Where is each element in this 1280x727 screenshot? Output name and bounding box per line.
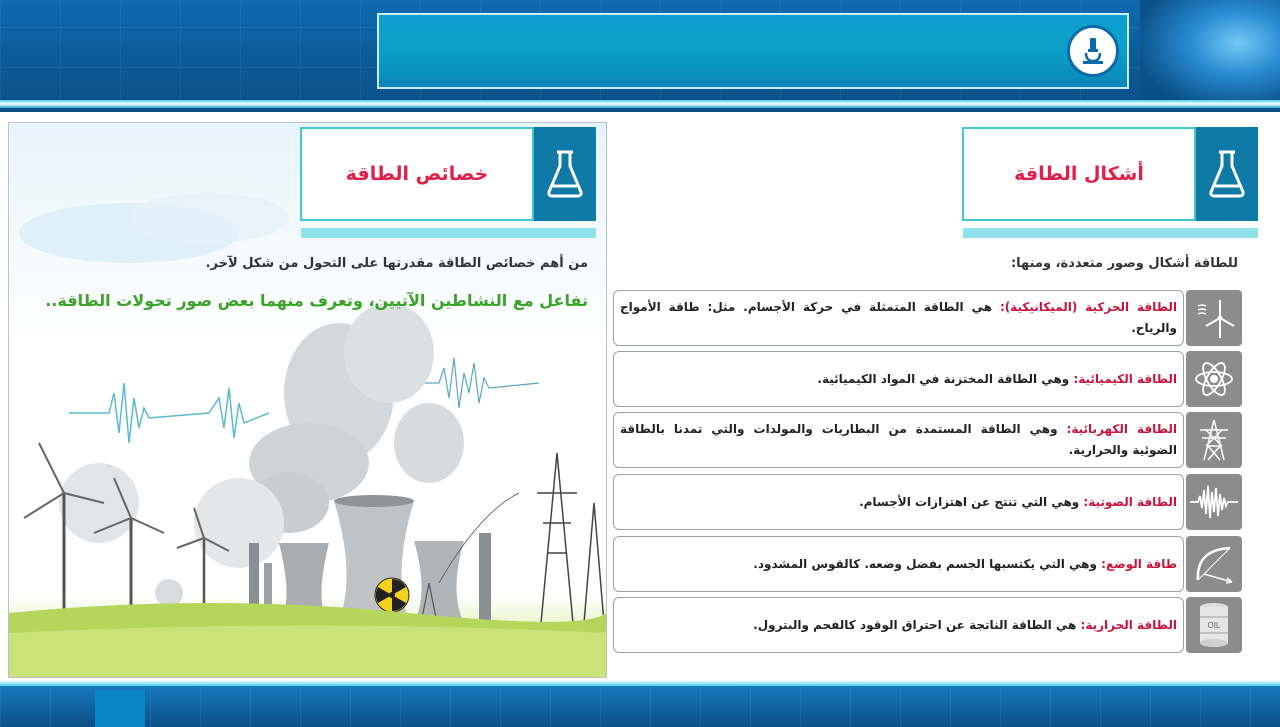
barrel-label: OIL xyxy=(1207,621,1221,630)
energy-description xyxy=(613,290,1184,346)
forms-title-box xyxy=(962,127,1258,221)
oil-barrel-icon xyxy=(1186,597,1242,653)
footer-stripe xyxy=(0,680,1280,686)
sound-wave-icon xyxy=(1186,474,1242,530)
energy-description xyxy=(613,412,1184,468)
energy-term: طاقة الوضع: xyxy=(1101,556,1177,571)
energy-term: الطاقة الكهربائية: xyxy=(1066,422,1177,436)
properties-intro: من أهم خصائص الطاقة مقدرتها على التحول من شكل لآخر. xyxy=(205,256,588,271)
page-title-box xyxy=(377,13,1129,89)
energy-row-kinetic xyxy=(613,290,1242,346)
header-stripe xyxy=(0,100,1280,108)
energy-text: هي الطاقة المتمثلة في حركة الأجسام. مثل: طاقة الأمواج والرياح. xyxy=(620,300,1177,335)
energy-text: وهي الطاقة المستمدة من البطاريات والمولدات والتي تمدنا بالطاقة الضوئية والحرارية. xyxy=(620,422,1177,457)
energy-text: هي الطاقة الناتجة عن احتراق الوقود كالفحم والبترول. xyxy=(753,617,1081,632)
energy-description xyxy=(613,351,1184,407)
forms-intro: للطاقة أشكال وصور متعددة، ومنها: xyxy=(1010,256,1238,271)
energy-description xyxy=(613,536,1184,592)
energy-text: وهي الطاقة المختزنة في المواد الكيميائية. xyxy=(817,371,1074,386)
wind-turbine-icon xyxy=(1186,290,1242,346)
energy-row-electric xyxy=(613,412,1242,468)
footer-banner xyxy=(0,680,1280,727)
footer-accent xyxy=(95,690,145,727)
properties-title-box xyxy=(300,127,596,221)
energy-description xyxy=(613,597,1184,653)
energy-term: الطاقة الحركية (الميكانيكية): xyxy=(999,300,1177,314)
forms-title: أشكال الطاقة xyxy=(962,127,1196,221)
energy-row-thermal xyxy=(613,597,1242,653)
microscope-icon[interactable] xyxy=(1067,25,1119,77)
forms-title-bar xyxy=(963,228,1258,238)
energy-row-chemical xyxy=(613,351,1242,407)
energy-row-sound xyxy=(613,474,1242,530)
bow-icon xyxy=(1186,536,1242,592)
flask-icon xyxy=(1196,127,1258,221)
properties-title-bar xyxy=(301,228,596,238)
energy-text: وهي التي يكتسبها الجسم بفضل وضعه. كالقوس المشدود. xyxy=(753,556,1102,571)
energy-text: وهي التي تنتج عن اهتزازات الأجسام. xyxy=(859,494,1084,509)
energy-description xyxy=(613,474,1184,530)
brain-graphic xyxy=(1140,0,1280,108)
activity-prompt: تفاعل مع النشاطين الآتيين، وتعرف منهما بعض صور تحولات الطاقة.. xyxy=(45,291,588,310)
properties-panel xyxy=(8,122,607,678)
energy-row-potential xyxy=(613,536,1242,592)
properties-title: خصائص الطاقة xyxy=(300,127,534,221)
energy-term: الطاقة الكيميائية: xyxy=(1073,371,1177,386)
power-tower-icon xyxy=(1186,412,1242,468)
energy-term: الطاقة الحرارية: xyxy=(1080,617,1177,632)
energy-term: الطاقة الصوتية: xyxy=(1083,494,1177,509)
atom-icon xyxy=(1186,351,1242,407)
flask-icon xyxy=(534,127,596,221)
